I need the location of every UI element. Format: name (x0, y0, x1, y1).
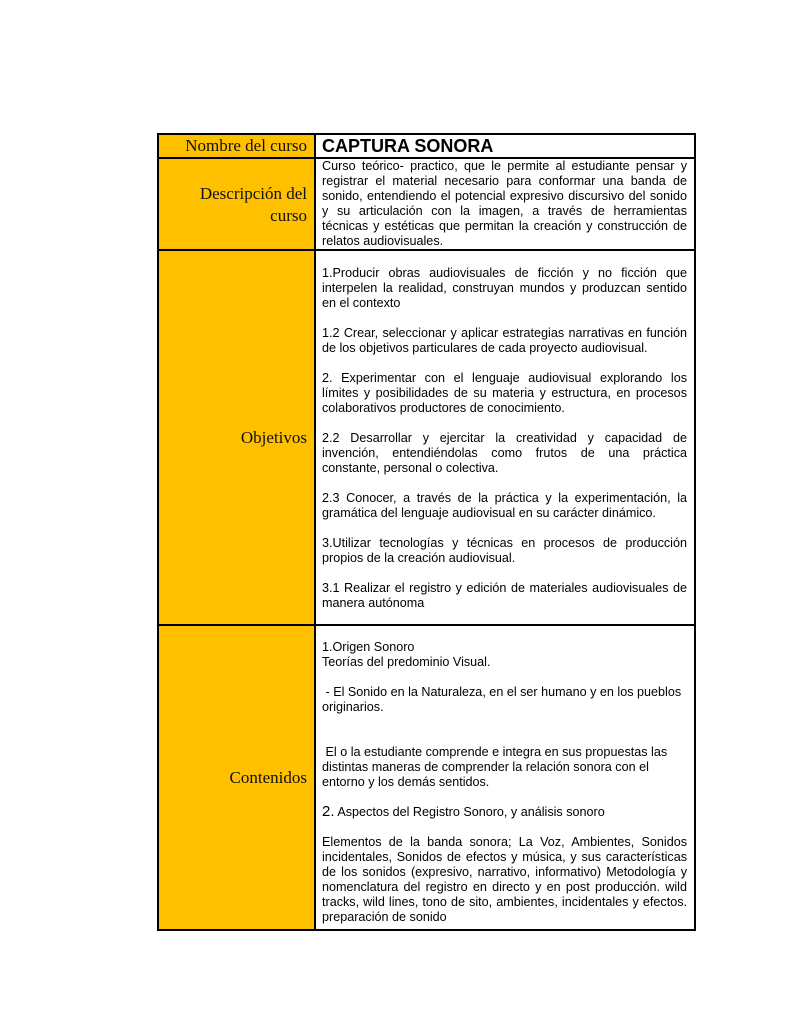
contents-label: Contenidos (229, 767, 307, 787)
course-info-table (157, 133, 696, 931)
course-name-label: Nombre del curso (185, 136, 307, 155)
section2-heading (322, 804, 687, 820)
objectives-row (158, 250, 695, 625)
objectives-label: Objetivos (240, 427, 307, 447)
objective-item: 1.Producir obras audiovisuales de ficción y no ficción que interpelen la realidad, construyan mundos y produzcan sentido en el contexto (322, 266, 687, 310)
objective-item: 1.2 Crear, seleccionar y aplicar estrategias narrativas en función de los objetivos particulares de cada proyecto audiovisual. (322, 326, 687, 355)
course-description-text: Curso teórico- practico, que le permite al estudiante pensar y registrar el material necesario para conformar una banda de sonido, entendiendo el potencial expresivo discursivo del sonido y su articulación con la imagen, a través de herramientas técnicas y estéticas que permitan la creación y construcción de relatos audiovisuales. (322, 159, 687, 248)
course-name-value-cell (315, 134, 695, 158)
section1-item: - El Sonido en la Naturaleza, en el ser humano y en los pueblos originarios. (322, 685, 685, 714)
section2-title: Aspectos del Registro Sonoro, y análisis sonoro (334, 805, 605, 819)
contents-label-cell (158, 625, 315, 930)
contents-body (322, 626, 687, 929)
objectives-label-cell (158, 250, 315, 625)
course-name-row (158, 134, 695, 158)
section2-text: Elementos de la banda sonora; La Voz, Ambientes, Sonidos incidentales, Sonidos de efectos y música, y sus características de los sonidos (expresivo, narrativo, informativo) Metodología y nomenclatura del registro en directo y en post producción. wild tracks, wild lines, tono de sito, ambientes, incidentales y efectos. preparación de sonido (322, 835, 687, 924)
course-title: CAPTURA SONORA (322, 136, 494, 156)
course-description-value-cell (315, 158, 695, 250)
objective-item: 2.3 Conocer, a través de la práctica y la experimentación, la gramática del lenguaje audiovisual en su carácter dinámico. (322, 491, 687, 520)
section1-subtitle: Teorías del predominio Visual. (322, 655, 491, 669)
objective-item: 2.2 Desarrollar y ejercitar la creatividad y capacidad de invención, entendiéndolas como frutos de una práctica constante, personal o colectiva. (322, 431, 687, 475)
course-name-label-cell (158, 134, 315, 158)
course-description-row (158, 158, 695, 250)
description-label-line2: curso (270, 206, 307, 225)
course-description-label-cell (158, 158, 315, 250)
contents-row (158, 625, 695, 930)
objectives-value-cell (315, 250, 695, 625)
section1-outcome: El o la estudiante comprende e integra en sus propuestas las distintas maneras de comprender la relación sonora con el entorno y los demás sentidos. (322, 745, 671, 789)
objective-item: 3.1 Realizar el registro y edición de materiales audiovisuales de manera autónoma (322, 581, 687, 610)
objective-item: 3.Utilizar tecnologías y técnicas en procesos de producción propios de la creación audiovisual. (322, 536, 687, 565)
section1-title: 1.Origen Sonoro (322, 640, 415, 654)
description-label-line1: Descripción del (199, 184, 307, 203)
contents-value-cell (315, 625, 695, 930)
objective-item: 2. Experimentar con el lenguaje audiovisual explorando los límites y posibilidades de su materia y estructura, en procesos colaborativos productores de conocimiento. (322, 371, 687, 415)
section2-number: 2. (322, 803, 335, 820)
